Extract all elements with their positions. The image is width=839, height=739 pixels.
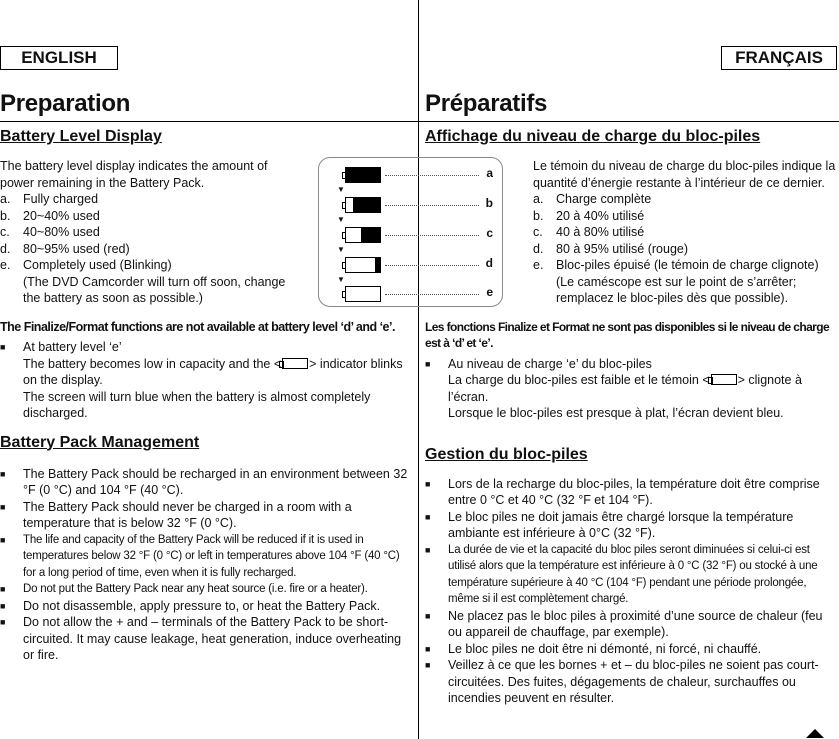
arrow-down-icon: ▼ — [337, 245, 345, 254]
finalize-notice-fr: Les fonctions Finalize et Format ne sont pas disponibles si le niveau de charge est à ‘d’ et ‘e’. — [425, 319, 830, 350]
list-item: ■ Do not put the Battery Pack near any heat source (i.e. fire or a heater). — [0, 583, 368, 595]
list-item: ■ Do not allow the + and – terminals of the Battery Pack to be short-circuited. It may cause leakage, heat generation, induce overheating or fire. — [0, 615, 402, 662]
list-item: ■ The Battery Pack should be recharged in an environment between 32 °F (0 °C) and 104 °F (40 °C). — [0, 466, 408, 497]
list-item: e. Bloc-piles épuisé (le témoin de charge clignote) — [533, 258, 819, 272]
battery-icon — [345, 286, 381, 302]
page-title-french: Préparatifs — [425, 90, 548, 117]
list-item: a. Charge complète — [533, 192, 652, 206]
column-divider — [418, 0, 419, 739]
page-title-english: Preparation — [0, 90, 131, 117]
section-heading-gestion: Gestion du bloc-piles — [425, 445, 588, 463]
section-heading-battery-level: Battery Level Display — [0, 128, 162, 145]
list-item: b. 20 à 40% utilisé — [533, 208, 645, 223]
list-item-note: (Le caméscope est sur le point de s’arrêter; remplacez le bloc-piles dès que possible). — [556, 274, 797, 305]
battery-level-row: d — [343, 257, 493, 273]
battery-level-intro: The battery level display indicates the amount of power remaining in the Battery Pack. — [0, 159, 268, 190]
list-item: ■ La durée de vie et la capacité du bloc piles seront diminuées si celui-ci est utilisé alors que la température est inférieure à 0 °C (32 °F) ou stocké à une température supérieure à 40 °C (104 °F) pendant une période prolongée, même si il est complètement chargé. — [425, 543, 818, 605]
list-item: ■ Do not disassemble, apply pressure to, or heat the Battery Pack. — [0, 598, 381, 613]
low-battery-description: The battery becomes low in capacity and the < > indicator blinks on the display. — [23, 356, 403, 387]
battery-indicator-icon — [282, 358, 308, 369]
language-label-french: FRANÇAIS — [721, 46, 837, 70]
arrow-down-icon: ▼ — [337, 215, 345, 224]
battery-level-row: e — [343, 286, 493, 302]
list-item-note: (The DVD Camcorder will turn off soon, change the battery as soon as possible.) — [23, 274, 286, 305]
battery-level-row: a — [343, 167, 493, 183]
screen-blue-note-fr: Lorsque le bloc-piles est presque à plat, l’écran devient bleu. — [448, 406, 784, 420]
battery-indicator-icon — [711, 374, 737, 385]
list-item: ■ Lors de la recharge du bloc-piles, la température doit être comprise entre 0 °C et 40 °C (32 °F et 104 °F). — [425, 476, 820, 507]
battery-level-intro-fr: Le témoin du niveau de charge du bloc-piles indique la quantité d’énergie restante à l’intérieur de ce dernier. — [533, 159, 836, 190]
list-item: ■ Au niveau de charge ‘e’ du bloc-piles — [425, 356, 652, 371]
list-item: d. 80 à 95% utilisé (rouge) — [533, 241, 689, 256]
list-item: ■ The life and capacity of the Battery Pack will be reduced if it is used in temperatures below 32 °F (0 °C) or left in temperatures above 104 °F (40 °C) for a long period of time, even when it is fully recharged. — [0, 533, 400, 579]
section-heading-battery-management: Battery Pack Management — [0, 433, 200, 451]
battery-icon — [345, 257, 381, 273]
battery-icon — [345, 197, 381, 213]
arrow-down-icon: ▼ — [337, 275, 345, 284]
finalize-notice: The Finalize/Format functions are not available at battery level ‘d’ and ‘e’. — [0, 319, 395, 334]
section-heading-niveau-charge: Affichage du niveau de charge du bloc-piles — [425, 128, 761, 145]
screen-blue-note: The screen will turn blue when the battery is almost completely discharged. — [23, 389, 371, 420]
battery-level-row: c — [343, 227, 493, 243]
list-item: a. Fully charged — [0, 192, 99, 206]
battery-level-row: b — [343, 197, 493, 213]
list-item: ■ Ne placez pas le bloc piles à proximité d’une source de chaleur (feu ou appareil de chauffage, par exemple). — [425, 608, 823, 639]
list-item: c. 40 à 80% utilisé — [533, 225, 645, 239]
battery-icon — [345, 167, 381, 183]
low-battery-description-fr: La charge du bloc-piles est faible et le témoin < > clignote à l’écran. — [448, 373, 802, 404]
list-item: e. Completely used (Blinking) — [0, 258, 172, 272]
language-label-english: ENGLISH — [0, 46, 118, 70]
list-item: ■ At battery level ‘e’ — [0, 340, 122, 354]
battery-icon — [345, 227, 381, 243]
french-column — [425, 126, 839, 707]
list-item: ■ Veillez à ce que les bornes + et – du bloc-piles ne soient pas court-circuitées. Des fuites, dégagements de chaleur, surchauffes ou incendies peuvent en résulter. — [425, 658, 819, 705]
list-item: b. 20~40% used — [0, 208, 100, 223]
arrow-down-icon: ▼ — [337, 185, 345, 194]
list-item: ■ The Battery Pack should never be charged in a room with a temperature that is below 32 °F (0 °C). — [0, 499, 352, 530]
list-item: ■ Le bloc piles ne doit jamais être chargé lorsque la température ambiante est inférieure à 0°C (32 °F). — [425, 509, 794, 540]
page-marker-triangle-icon — [806, 729, 824, 738]
list-item: ■ Le bloc piles ne doit être ni démonté, ni forcé, ni chauffé. — [425, 641, 762, 656]
list-item: c. 40~80% used — [0, 225, 100, 239]
list-item: d. 80~95% used (red) — [0, 241, 130, 256]
title-rule — [0, 121, 839, 122]
